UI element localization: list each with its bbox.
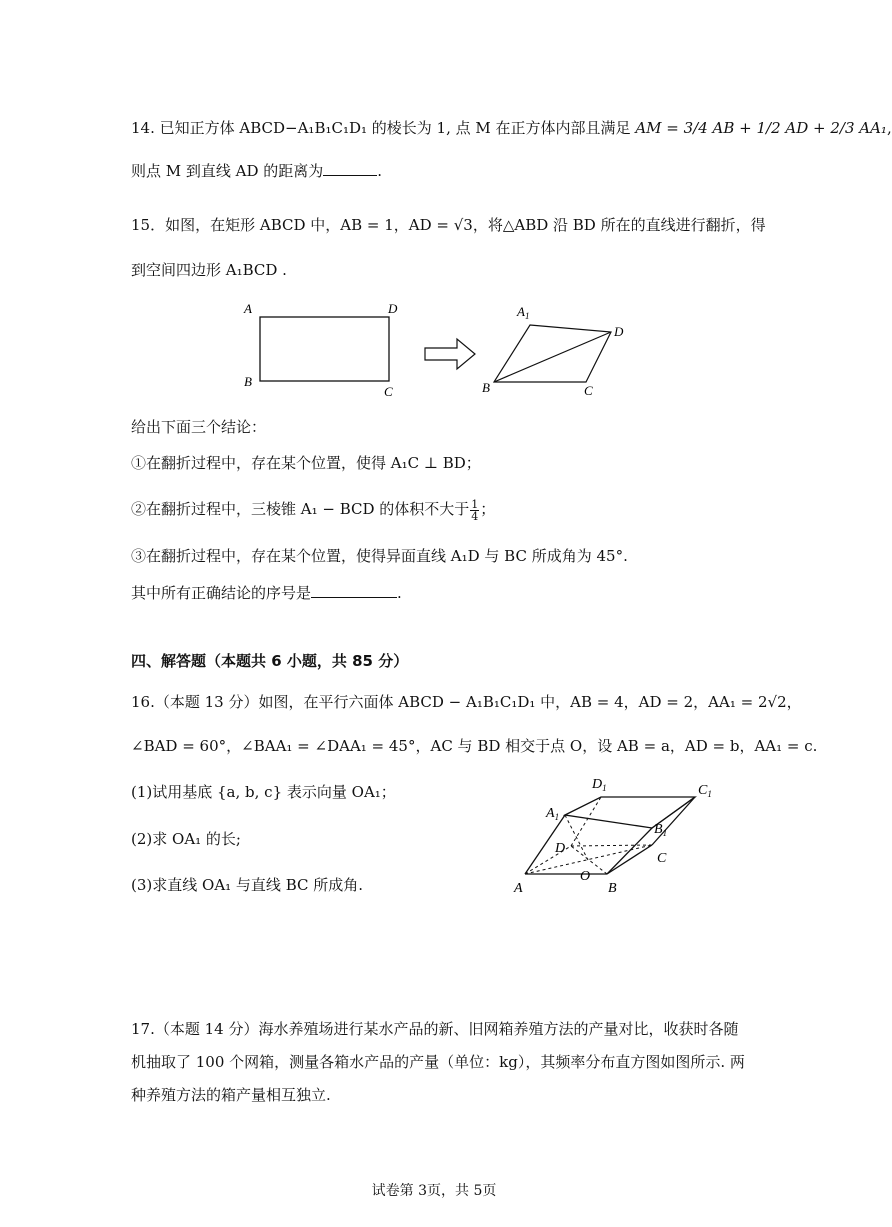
arrow-right-icon xyxy=(425,339,475,369)
q15-conclusion-2: ②在翻折过程中，三棱锥 A₁ − BCD 的体积不大于 $\frac{1}{4}$ ； xyxy=(131,497,496,523)
label-A1: $A_1$ xyxy=(517,304,530,321)
q16-part3: (3)求直线 OA₁ 与直线 BC 所成角. xyxy=(131,876,364,894)
label-C1: $C_1$ xyxy=(698,783,712,799)
q14-equation: AM = 3/4 AB + 1/2 AD + 2/3 AA₁ xyxy=(635,119,887,137)
q17-line3: 种养殖方法的箱产量相互独立. xyxy=(131,1086,331,1104)
diagonal-bd xyxy=(494,332,611,382)
q14-ask: 则点 M 到直线 AD 的距离为 xyxy=(131,162,324,180)
q14-line1: 14. 已知正方体 ABCD−A₁B₁C₁D₁ 的棱长为 1, 点 M 在正方体内部且满足 AM = 3/4 AB + 1/2 AD + 2/3 AA₁, xyxy=(131,119,892,137)
page-footer: 试卷第 3页，共 5页 xyxy=(371,1183,497,1199)
label-D1: $D_1$ xyxy=(592,777,607,793)
q15-conclusion-3: ③在翻折过程中，存在某个位置，使得异面直线 A₁D 与 BC 所成角为 45°. xyxy=(131,547,628,565)
label-D: D xyxy=(388,301,398,316)
label-B1: $B_1$ xyxy=(654,822,668,838)
q15-ask-line: 其中所有正确结论的序号是 . xyxy=(131,584,402,602)
q15-c2-text: ②在翻折过程中，三棱锥 A₁ − BCD 的体积不大于 xyxy=(131,500,470,518)
q15-line1: 15．如图，在矩形 ABCD 中，AB = 1，AD = √3，将△ABD 沿 BD 所在的直线进行翻折，得 xyxy=(131,216,766,234)
label-A: A xyxy=(514,881,523,896)
label-A: A xyxy=(244,301,252,316)
q14-text: 14. 已知正方体 ABCD−A₁B₁C₁D₁ 的棱长为 1, 点 M 在正方体内部且满足 xyxy=(131,119,631,137)
q15-intro: 给出下面三个结论： xyxy=(131,418,267,436)
label-B-folded: B xyxy=(482,380,490,395)
label-A1: $A_1$ xyxy=(546,806,560,822)
q16-part2: (2)求 OA₁ 的长; xyxy=(131,830,241,848)
label-D-folded: D xyxy=(614,324,624,339)
section-heading: 四、解答题（本题共 6 小题，共 85 分） xyxy=(131,652,409,670)
q16-line1: 16.（本题 13 分）如图，在平行六面体 ABCD − A₁B₁C₁D₁ 中，AB = 4，AD = 2，AA₁ = 2√2， xyxy=(131,693,802,711)
label-O: O xyxy=(580,869,591,884)
label-D: D xyxy=(555,841,566,856)
q14-answer-blank[interactable] xyxy=(323,161,377,176)
q16-parallelepiped-figure xyxy=(508,770,728,900)
label-B: B xyxy=(608,881,617,896)
folded-quadrilateral xyxy=(494,325,611,382)
q15-line2: 到空间四边形 A₁BCD . xyxy=(131,261,287,279)
label-C: C xyxy=(657,851,667,866)
q17-line2: 机抽取了 100 个网箱，测量各箱水产品的产量（单位：kg），其频率分布直方图如图所示. 两 xyxy=(131,1053,745,1071)
label-B: B xyxy=(244,374,252,389)
q17-line1: 17.（本题 14 分）海水养殖场进行某水产品的新、旧网箱养殖方法的产量对比，收获时各随 xyxy=(131,1020,739,1038)
q16-part1: (1)试用基底 {a, b, c} 表示向量 OA₁； xyxy=(131,783,396,801)
fraction-one-quarter: $\frac{1}{4}$ xyxy=(471,497,479,523)
label-C: C xyxy=(384,384,393,399)
q15-figure xyxy=(238,296,638,402)
q15-ask: 其中所有正确结论的序号是 xyxy=(131,584,312,602)
rectangle-abcd xyxy=(260,317,389,381)
q15-conclusion-1: ①在翻折过程中，存在某个位置，使得 A₁C ⊥ BD； xyxy=(131,454,481,472)
q14-line2: 则点 M 到直线 AD 的距离为 . xyxy=(131,162,383,180)
q16-line2: ∠BAD = 60°，∠BAA₁ = ∠DAA₁ = 45°，AC 与 BD 相交于点 O，设 AB = a，AD = b，AA₁ = c. xyxy=(131,737,818,755)
q15-answer-blank[interactable] xyxy=(311,583,397,598)
label-C-folded: C xyxy=(584,383,593,398)
